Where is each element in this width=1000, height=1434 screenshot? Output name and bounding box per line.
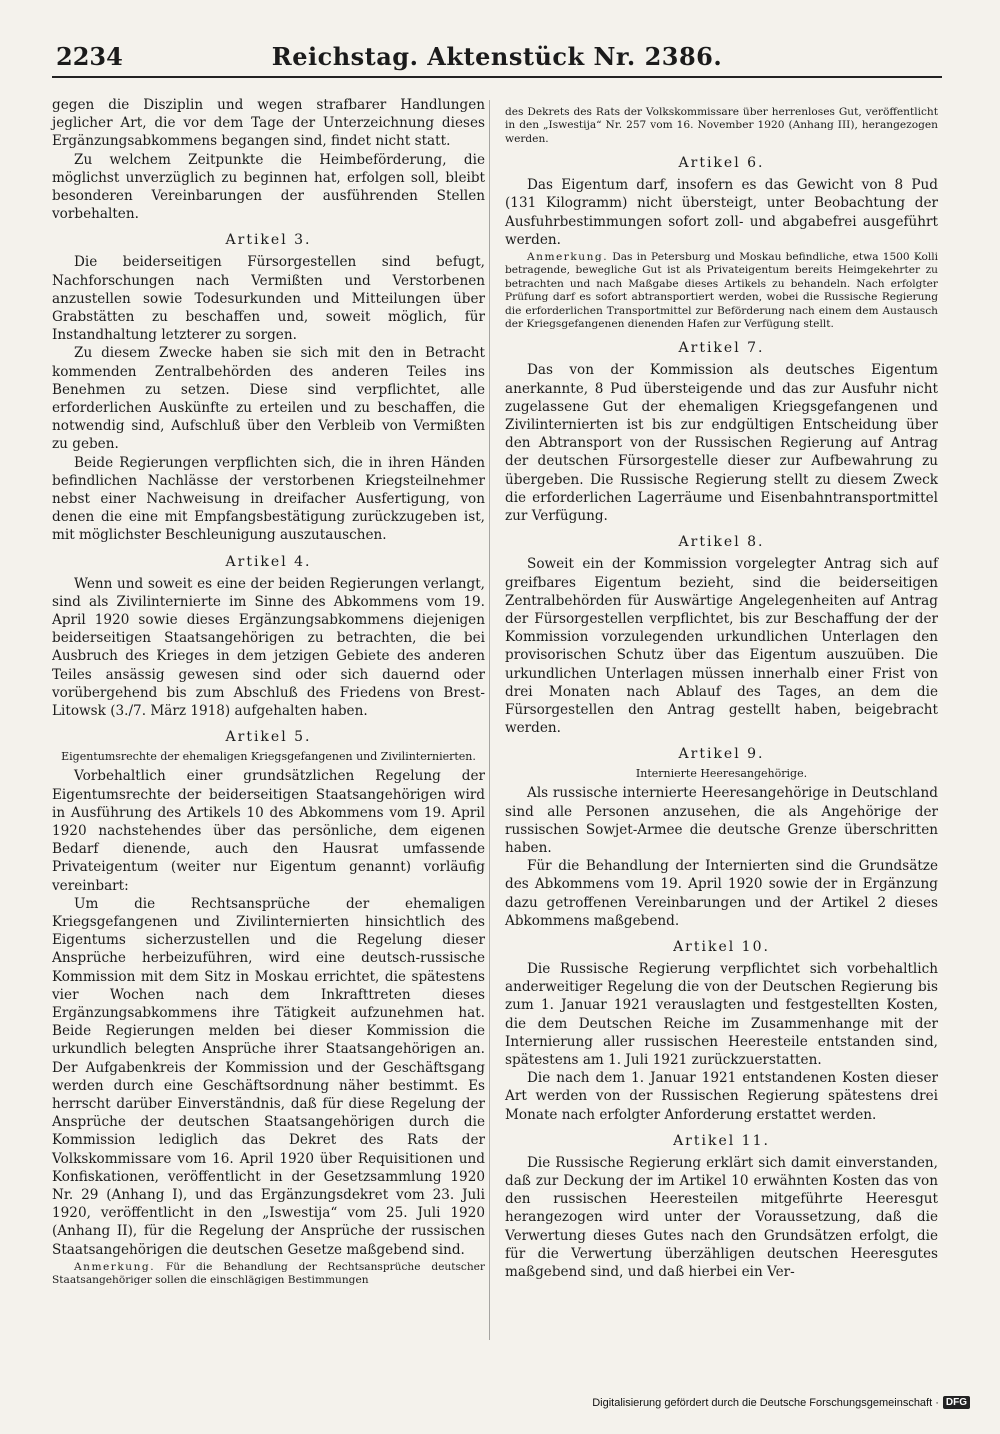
- paragraph: Für die Behandlung der Internierten sind die Grundsätze des Abkommens vom 19. April 1920 sowie der in Ergänzung dazu getroffenen Vereinbarungen und der Artikel 2 dieses Abkommens maßgebend.: [505, 858, 938, 929]
- paragraph: Zu diesem Zwecke haben sie sich mit den in Betracht kommenden Zentralbehörden des anderen Teiles ins Benehmen zu setzen. Diese sind verpflichtet, alle erforderlichen Auskünfte zu erteilen und zu beschaffen, die notwendig sind, Aufschluß über den Verbleib von Vermißten zu geben.: [52, 345, 485, 453]
- article-5-title: Artikel 5.: [225, 729, 312, 746]
- dfg-logo: DFG: [943, 1396, 970, 1409]
- article-7-title: Artikel 7.: [678, 340, 765, 357]
- footer-text: Digitalisierung gefördert durch die Deutsche Forschungsgemeinschaft ·: [592, 1396, 939, 1409]
- page-header: [52, 40, 942, 78]
- article-8-title: Artikel 8.: [678, 534, 765, 551]
- note-text: Für die Behandlung der Rechtsansprüche deutscher Staatsangehöriger sollen die einschlägigen Bestimmungen: [52, 1260, 485, 1287]
- article-6-title: Artikel 6.: [678, 155, 765, 172]
- article-11-title: Artikel 11.: [673, 1132, 770, 1149]
- footer-credit: [592, 1396, 970, 1409]
- paragraph: Wenn und soweit es eine der beiden Regierungen verlangt, sind als Zivilinternierte im Sinne des Abkommens vom 19. April 1920 sowie dieses Ergänzungsabkommens diejenigen beiderseitigen Staatsangehörigen zu betrachten, die bei Ausbruch des Krieges in dem jetzigen Gebiete des anderen Teiles ansässig gewesen sind oder sich dauernd oder vorübergehend bis zum Abschluß des Friedens von Brest-Litowsk (3./7. März 1918) aufgehalten haben.: [52, 575, 485, 720]
- note: [505, 251, 938, 331]
- paragraph: gegen die Disziplin und wegen strafbarer Handlungen jeglicher Art, die vor dem Tage der Unterzeichnung dieses Ergänzungsabkommens begangen sind, findet nicht statt.: [52, 97, 485, 150]
- note-text: Das in Petersburg und Moskau befindliche, etwa 1500 Kolli betragende, bewegliche Gut ist als Privateigentum bereits Heimgekehrter zu betrachten und nach Maßgabe dieses Artikels zu behandeln. Nach erfolgter Prüfung darf es sofort abtransportiert werden, wobei die Russische Regierung die erforderlichen Transportmittel zur Beförderung nach einem dem Austausch der Kriegsgefangenen dienenden Hafen zur Verfügung stellt.: [505, 251, 938, 331]
- running-title: Reichstag. Aktenstück Nr. 2386.: [271, 42, 723, 71]
- article-9-subtitle: Internierte Heeresangehörige.: [635, 767, 808, 781]
- article-4-title: Artikel 4.: [225, 553, 312, 570]
- paragraph: Soweit ein der Kommission vorgelegter Antrag sich auf greifbares Eigentum bezieht, sind die beiderseitigen Zentralbehörden für Auswärtige Angelegenheiten auf Antrag der Fürsorgestellen verpflichtet, bis zur Beschaffung der der Kommission vorzulegenden urkundlichen Unterlagen den provisorischen Schutz über das Eigentum auszuüben. Die urkundlichen Unterlagen müssen innerhalb einer Frist von drei Monaten nach Ablauf des Tages, an dem die Fürsorgestellen den Antrag gestellt haben, beigebracht werden.: [505, 556, 938, 737]
- paragraph: Um die Rechtsansprüche der ehemaligen Kriegsgefangenen und Zivilinternierten hinsichtlich des Eigentums sicherzustellen und die Regelung dieser Ansprüche herbeizuführen, wird eine deutsch-russische Kommission mit dem Sitz in Moskau errichtet, die spätestens vier Wochen nach dem Inkrafttreten dieses Ergänzungsabkommens ihre Tätigkeit aufzunehmen hat. Beide Regierungen melden bei dieser Kommission die urkundlich belegten Ansprüche ihrer Staatsangehörigen an. Der Aufgabenkreis der Kommission und der Geschäftsgang werden durch eine Geschäftsordnung näher bestimmt. Es herrscht darüber Einverständnis, daß für diese Regelung der Ansprüche der deutschen Staatsangehörigen durch die Kommission lediglich das Dekret des Rats der Volkskommissare vom 16. April 1920 über Requisitionen und Konfiskationen, veröffentlicht in der Gesetzsammlung 1920 Nr. 29 (Anhang I), und das Ergänzungsdekret vom 23. Juli 1920, veröffentlicht in den „Iswestija“ vom 25. Juli 1920 (Anhang II), für die Regelung der Ansprüche der russischen Staatsangehörigen die deutschen Gesetze maßgebend sind.: [52, 895, 485, 1258]
- paragraph: Die Russische Regierung erklärt sich damit einverstanden, daß zur Deckung der im Artikel 10 erwähnten Kosten das von den russischen Heeresteilen mitgeführte Heeresgut herangezogen wird unter der Voraussetzung, daß die Verwertung dieses Gutes nach den Grundsätzen erfolgt, die für die Verwertung überzähligen deutschen Heeresgutes maßgebend sind, und daß hierbei ein Ver-: [505, 1154, 938, 1280]
- paragraph: Vorbehaltlich einer grundsätzlichen Regelung der Eigentumsrechte der beiderseitigen Staatsangehörigen wird in Ausführung des Artikels 10 des Abkommens vom 19. April 1920 nachstehendes über das persönliche, dem eigenen Bedarf dienende, auch den Hausrat umfassende Privateigentum (weiter nur Eigentum genannt) vorläufig vereinbart:: [52, 768, 485, 894]
- page-number: 2234: [56, 42, 123, 71]
- note-label: Anmerkung.: [527, 251, 609, 264]
- article-5-subtitle: Eigentumsrechte der ehemaligen Kriegsgefangenen und Zivilinternierten.: [61, 750, 476, 764]
- paragraph: Beide Regierungen verpflichten sich, die in ihren Händen befindlichen Nachlässe der verstorbenen Kriegsteilnehmer nebst einer Nachweisung in dreifacher Ausfertigung, von denen die eine mit Empfangsbestätigung zurückzugeben ist, mit möglichster Beschleunigung auszutauschen.: [52, 454, 485, 544]
- paragraph: Die Russische Regierung verpflichtet sich vorbehaltlich anderweitiger Regelung die von der Deutschen Regierung bis zum 1. Januar 1921 verauslagten und festgestellten Kosten, die dem Deutschen Reiche im Zusammenhange mit der Internierung aller russischen Heeresteile entstanden sind, spätestens am 1. Juli 1921 zurückzuerstatten.: [505, 960, 938, 1068]
- article-9-title: Artikel 9.: [678, 746, 765, 763]
- right-column: [505, 104, 938, 1281]
- paragraph: Das Eigentum darf, insofern es das Gewicht von 8 Pud (131 Kilogramm) nicht übersteigt, unter Beobachtung der Ausfuhrbestimmungen sofort zoll- und abgabefrei ausgeführt werden.: [505, 177, 938, 248]
- paragraph: Zu welchem Zeitpunkte die Heimbeförderung, die möglichst unverzüglich zu beginnen hat, erfolgen soll, bleibt besonderen Vereinbarungen der ausführenden Stellen vorbehalten.: [52, 151, 485, 223]
- left-column: [52, 96, 485, 1292]
- paragraph: Die nach dem 1. Januar 1921 entstandenen Kosten dieser Art werden von der Russischen Regierung spätestens drei Monate nach erfolgter Anforderung erstattet werden.: [505, 1070, 938, 1123]
- article-10-title: Artikel 10.: [673, 938, 770, 955]
- note-label: Anmerkung.: [74, 1260, 156, 1273]
- paragraph: Die beiderseitigen Fürsorgestellen sind befugt, Nachforschungen nach Vermißten und Verstorbenen anzustellen sowie Todesurkunden und Mitteilungen über Grabstätten zu beschaffen und, soweit möglich, für Instandhaltung letzterer zu sorgen.: [52, 254, 485, 344]
- paragraph: Als russische internierte Heeresangehörige in Deutschland sind alle Personen anzusehen, die als Angehörige der russischen Sowjet-Armee die deutsche Grenze überschritten haben.: [505, 785, 938, 856]
- paragraph: Das von der Kommission als deutsches Eigentum anerkannte, 8 Pud übersteigende und das zur Ausfuhr nicht zugelassene Gut der ehemaligen Kriegsgefangenen und Zivilinternierten ist bis zur endgültigen Entscheidung über den Abtransport von der Russischen Regierung auf Antrag der deutschen Fürsorgestelle dieser zur Aufbewahrung zu übergeben. Die Russische Regierung stellt zu diesem Zweck die erforderlichen Lagerräume und Eisenbahntransportmittel zur Verfügung.: [505, 362, 938, 525]
- note: [52, 1261, 485, 1288]
- note-continuation: des Dekrets des Rats der Volkskommissare über herrenloses Gut, veröffentlicht in den „Iswestija“ Nr. 257 vom 16. November 1920 (Anhang III), herangezogen werden.: [505, 106, 938, 145]
- column-divider: [489, 100, 490, 1340]
- article-3-title: Artikel 3.: [225, 232, 312, 249]
